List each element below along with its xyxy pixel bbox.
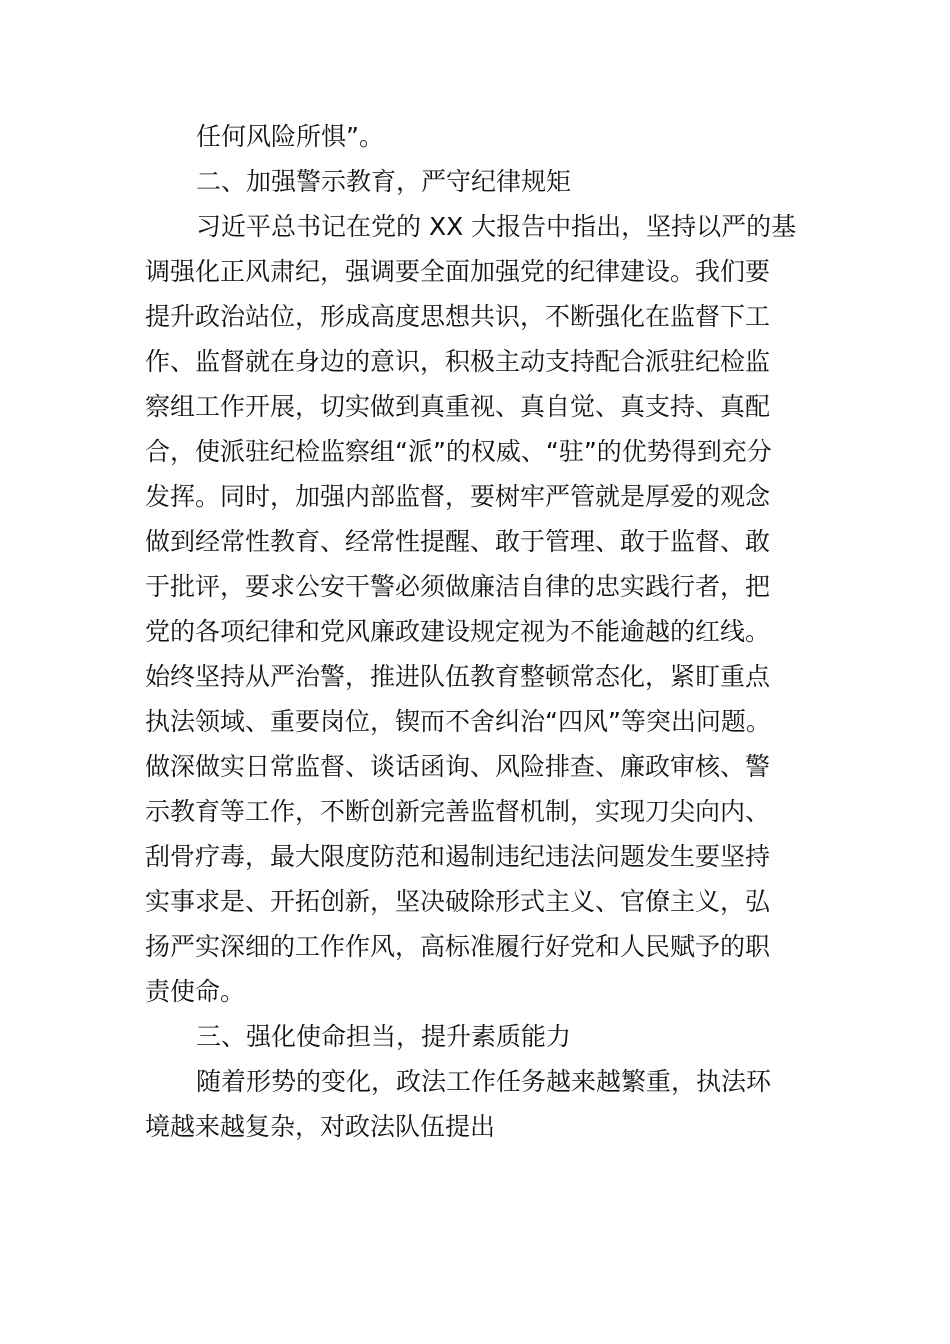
text-line: 实事求是、开拓创新，坚决破除形式主义、官僚主义，弘	[145, 887, 771, 916]
text-line: 党的各项纪律和党风廉政建设规定视为不能逾越的红线。	[145, 617, 771, 646]
text-line: 随着形势的变化，政法工作任务越来越繁重，执法环	[196, 1067, 772, 1096]
text-line: 合，使派驻纪检监察组“派”的权威、“驻”的优势得到充分	[145, 437, 772, 466]
text-line: 任何风险所惧”。	[196, 122, 384, 151]
text-line: 于批评，要求公安干警必须做廉洁自律的忠实践行者，把	[145, 572, 771, 601]
text-line: 始终坚持从严治警，推进队伍教育整顿常态化，紧盯重点	[145, 662, 771, 691]
text-line: 作、监督就在身边的意识，积极主动支持配合派驻纪检监	[145, 347, 771, 376]
text-line: 境越来越复杂，对政法队伍提出	[145, 1112, 496, 1141]
text-line: 执法领域、重要岗位，锲而不舍纠治“四风”等突出问题。	[145, 707, 771, 736]
text-line: 发挥。同时，加强内部监督，要树牢严管就是厚爱的观念	[145, 482, 771, 511]
section-heading: 三、强化使命担当，提升素质能力	[196, 1022, 572, 1051]
text-line: 扬严实深细的工作作风，高标准履行好党和人民赋予的职	[145, 932, 771, 961]
text-line: 刮骨疗毒，最大限度防范和遏制违纪违法问题发生要坚持	[145, 842, 771, 871]
text-line: 习近平总书记在党的 XX 大报告中指出，坚持以严的基	[196, 212, 797, 241]
text-line: 提升政治站位，形成高度思想共识，不断强化在监督下工	[145, 302, 771, 331]
text-line: 责使命。	[145, 977, 246, 1006]
section-heading: 二、加强警示教育，严守纪律规矩	[196, 167, 572, 196]
text-line: 察组工作开展，切实做到真重视、真自觉、真支持、真配	[145, 392, 771, 421]
text-line: 做到经常性教育、经常性提醒、敢于管理、敢于监督、敢	[145, 527, 771, 556]
text-line: 示教育等工作，不断创新完善监督机制，实现刀尖向内、	[145, 797, 771, 826]
text-line: 调强化正风肃纪，强调要全面加强党的纪律建设。我们要	[145, 257, 771, 286]
text-line: 做深做实日常监督、谈话函询、风险排查、廉政审核、警	[145, 752, 771, 781]
